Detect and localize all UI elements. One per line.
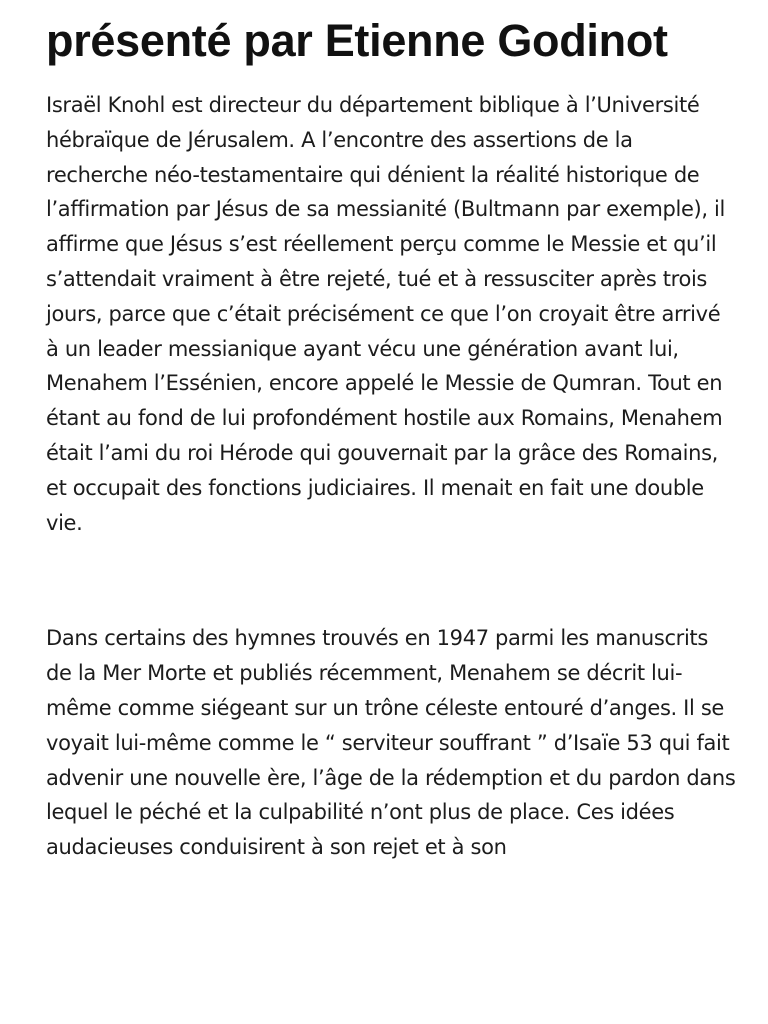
article-paragraph: Israël Knohl est directeur du département biblique à l’Université hébraïque de Jérusalem. A l’encontre des assertions de la recherche néo-testamentaire qui dénient la réalité historique de l’affirmation par Jésus de sa messianité (Bultmann par exemple), il affirme que Jésus s’est réellement perçu comme le Messie et qu’il s’attendait vraiment à être rejeté, tué et à ressusciter après trois jours, parce que c’était précisément ce que l’on croyait être arrivé à un leader messianique ayant vécu une génération avant lui, Menahem l’Essénien, encore appelé le Messie de Qumran. Tout en étant au fond de lui profondément hostile aux Romains, Menahem était l’ami du roi Hérode qui gouvernait par la grâce des Romains, et occupait des fonctions judiciaires. Il menait en fait une double vie. [46,93,725,535]
article [46,0,736,865]
article-title: présenté par Etienne Godinot [46,15,668,66]
article-paragraph: Dans certains des hymnes trouvés en 1947 parmi les manuscrits de la Mer Morte et publiés récemment, Menahem se décrit lui-même comme siégeant sur un trône céleste entouré d’anges. Il se voyait lui-même comme le “ serviteur souffrant ” d’Isaïe 53 qui fait advenir une nouvelle ère, l’âge de la rédemption et du pardon dans lequel le péché et la culpabilité n’ont plus de place. Ces idées audacieuses conduisirent à son rejet et à son [46,626,736,860]
